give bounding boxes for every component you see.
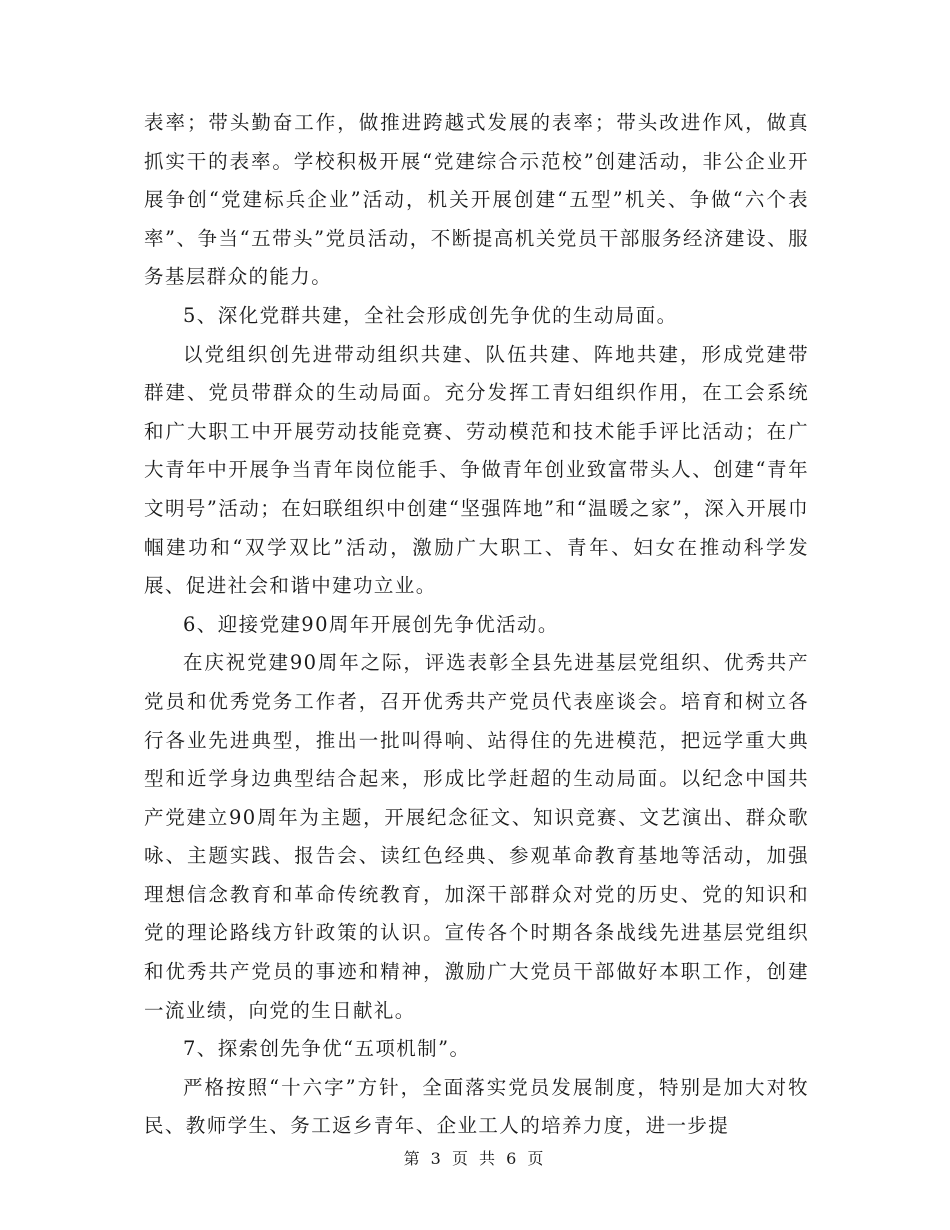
paragraph-4: 严格按照“十六字”方针，全面落实党员发展制度，特别是加大对牧民、教师学生、务工返乡青年、企业工人的培养力度，进一步提 [144, 1075, 809, 1138]
paragraph-1: 表率；带头勤奋工作，做推进跨越式发展的表率；带头改进作风，做真抓实干的表率。学校积极开展“党建综合示范校”创建活动，非公企业开展争创“党建标兵企业”活动，机关开展创建“五型”机关、争做“六个表率”、争当“五带头”党员活动，不断提高机关党员干部服务经济建设、服务基层群众的能力。 [144, 111, 809, 289]
page-number-footer: 第 3 页 共 6 页 [403, 1149, 547, 1168]
paragraph-2: 以党组织创先进带动组织共建、队伍共建、阵地共建，形成党建带群建、党员带群众的生动局面。充分发挥工青妇组织作用，在工会系统和广大职工中开展劳动技能竞赛、劳动模范和技术能手评比活动；在广大青年中开展争当青年岗位能手、争做青年创业致富带头人、创建“青年文明号”活动；在妇联组织中创建“坚强阵地”和“温暖之家”，深入开展巾帼建功和“双学双比”活动，激励广大职工、青年、妇女在推动科学发展、促进社会和谐中建功立业。 [144, 342, 809, 598]
paragraph-3: 在庆祝党建90周年之际，评选表彰全县先进基层党组织、优秀共产党员和优秀党务工作者，召开优秀共产党员代表座谈会。培育和树立各行各业先进典型，推出一批叫得响、站得住的先进模范，把远学重大典型和近学身边典型结合起来，形成比学赶超的生动局面。以纪念中国共产党建立90周年为主题，开展纪念征文、知识竞赛、文艺演出、群众歌咏、主题实践、报告会、读红色经典、参观革命教育基地等活动，加强理想信念教育和革命传统教育，加深干部群众对党的历史、党的知识和党的理论路线方针政策的认识。宣传各个时期各条战线先进基层党组织和优秀共产党员的事迹和精神，激励广大党员干部做好本职工作，创建一流业绩，向党的生日献礼。 [144, 651, 809, 1022]
section-heading-5: 5、深化党群共建，全社会形成创先争优的生动局面。 [183, 303, 678, 327]
section-heading-7: 7、探索创先争优“五项机制”。 [183, 1037, 471, 1061]
document-body [144, 104, 809, 1146]
section-heading-6: 6、迎接党建90周年开展创先争优活动。 [183, 612, 559, 636]
